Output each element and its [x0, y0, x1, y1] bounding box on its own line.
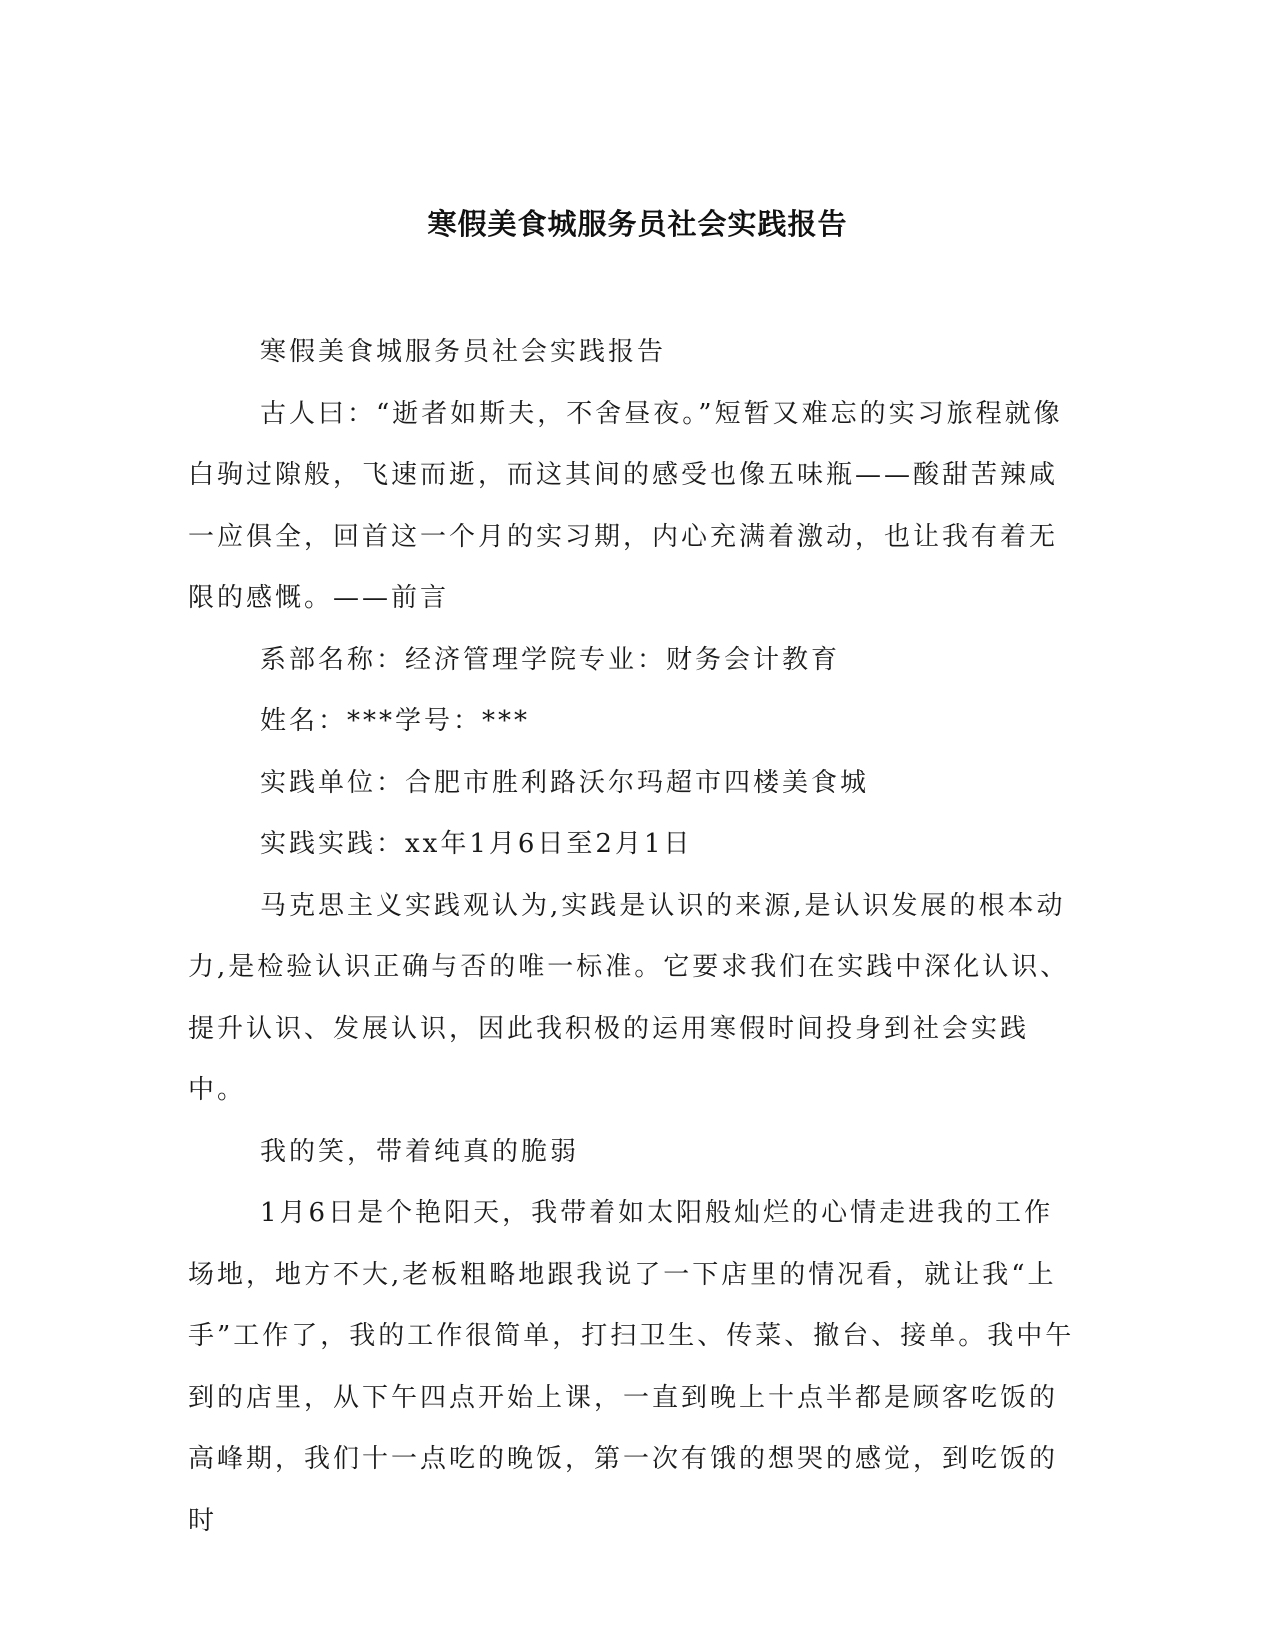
paragraph-department: 系部名称：经济管理学院专业：财务会计教育: [260, 644, 841, 675]
document-body: [188, 322, 1078, 1552]
paragraph-preface: 古人曰：“逝者如斯夫，不舍昼夜。”短暂又难忘的实习旅程就像白驹过隙般，飞速而逝，而这其间的感受也像五味瓶——酸甜苦辣咸一应俱全，回首这一个月的实习期，内心充满着激动，也让我有着无限的感慨。——前言: [188, 398, 1063, 613]
paragraph-subtitle: 寒假美食城服务员社会实践报告: [260, 337, 667, 367]
paragraph-first-day: 1月6日是个艳阳天，我带着如太阳般灿烂的心情走进我的工作场地，地方不大,老板粗略地跟我说了一下店里的情况看，就让我“上手”工作了，我的工作很简单，打扫卫生、传菜、撤台、接单。我中午到的店里，从下午四点开始上课，一直到晚上十点半都是顾客吃饭的高峰期，我们十一点吃的晚饭，第一次有饿的想哭的感觉，到吃饭的时: [188, 1198, 1075, 1536]
paragraph-marxism: 马克思主义实践观认为,实践是认识的来源,是认识发展的根本动力,是检验认识正确与否的唯一标准。它要求我们在实践中深化认识、提升认识、发展认识，因此我积极的运用寒假时间投身到社会实践中。: [188, 890, 1070, 1105]
document-title: 寒假美食城服务员社会实践报告: [427, 207, 848, 241]
section-heading: 我的笑，带着纯真的脆弱: [260, 1136, 580, 1167]
paragraph-name: 姓名：***学号：***: [260, 706, 531, 736]
paragraph-practice-time: 实践实践：xx年1月6日至2月1日: [260, 829, 693, 859]
paragraph-practice-unit: 实践单位：合肥市胜利路沃尔玛超市四楼美食城: [260, 767, 870, 798]
